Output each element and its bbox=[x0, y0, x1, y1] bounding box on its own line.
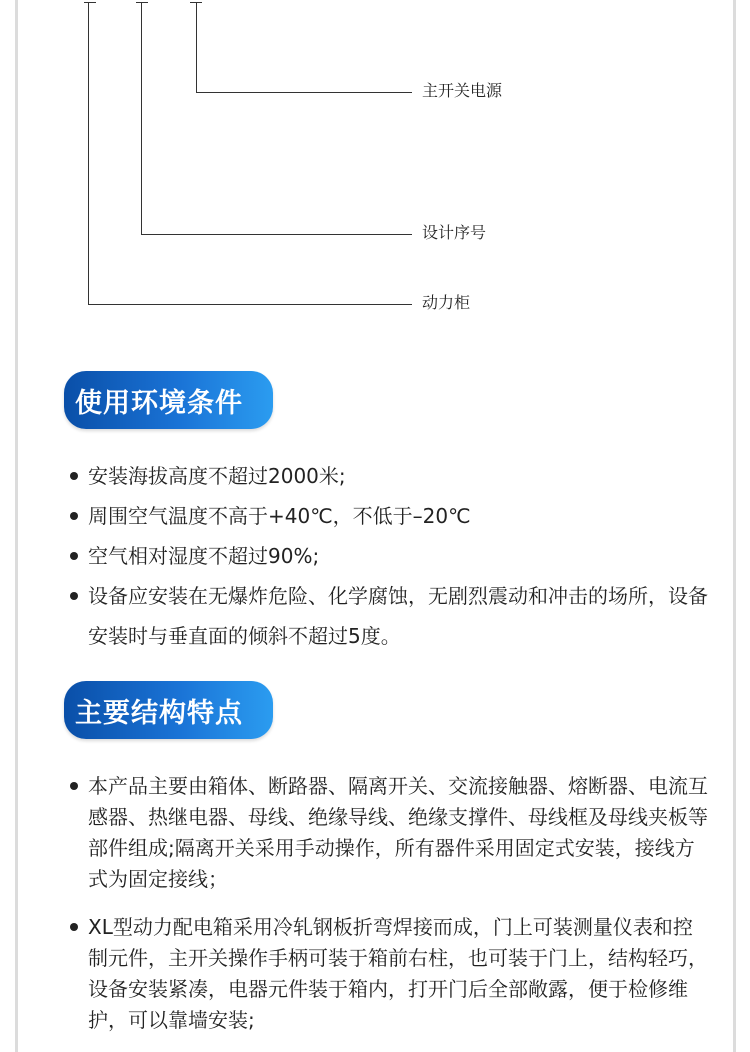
leader-vertical-main-switch bbox=[196, 2, 197, 92]
label-power-cabinet: 动力柜 bbox=[422, 293, 471, 312]
diagram-tick-2 bbox=[136, 2, 148, 3]
leader-vertical-design-no bbox=[141, 2, 142, 234]
list-item bbox=[70, 536, 710, 576]
list-item-text: 周围空气温度不高于+40℃，不低于–20℃ bbox=[88, 504, 471, 528]
list-item-text: 空气相对湿度不超过90%; bbox=[88, 544, 320, 568]
leader-horizontal-design-no bbox=[141, 234, 412, 235]
label-design-no: 设计序号 bbox=[422, 223, 487, 242]
list-item bbox=[70, 576, 710, 656]
list-item-text: 设备应安装在无爆炸危险、化学腐蚀，无剧烈震动和冲击的场所，设备安装时与垂直面的倾斜不超过5度。 bbox=[88, 584, 708, 648]
list-item-text: XL型动力配电箱采用冷轧钢板折弯焊接而成，门上可装测量仪表和控制元件，主开关操作手柄可装于箱前右柱，也可装于门上，结构轻巧，设备安装紧凑，电器元件装于箱内，打开门后全部敞露，便于检修维护，可以靠墙安装; bbox=[88, 915, 708, 1032]
list-item bbox=[70, 912, 710, 1036]
designation-diagram bbox=[0, 0, 750, 330]
bullet-icon bbox=[70, 592, 78, 600]
list-item-text: 安装海拔高度不超过2000米; bbox=[88, 464, 346, 488]
leader-vertical-power-cabinet bbox=[88, 2, 89, 304]
section-title-environment: 使用环境条件 bbox=[64, 371, 273, 429]
list-item-text: 本产品主要由箱体、断路器、隔离开关、交流接触器、熔断器、电流互感器、热继电器、母线、绝缘导线、绝缘支撑件、母线框及母线夹板等部件组成;隔离开关采用手动操作，所有器件采用固定式安装，接线方式为固定接线； bbox=[88, 774, 708, 891]
diagram-tick-1 bbox=[84, 2, 96, 3]
bullet-icon bbox=[70, 923, 78, 931]
bullet-icon bbox=[70, 782, 78, 790]
list-item bbox=[70, 456, 710, 496]
bullet-icon bbox=[70, 552, 78, 560]
structure-list bbox=[70, 771, 710, 1036]
label-main-switch: 主开关电源 bbox=[422, 81, 503, 100]
section-title-structure: 主要结构特点 bbox=[64, 681, 273, 739]
leader-horizontal-power-cabinet bbox=[88, 304, 412, 305]
bullet-icon bbox=[70, 472, 78, 480]
list-item bbox=[70, 496, 710, 536]
list-item bbox=[70, 771, 710, 895]
leader-horizontal-main-switch bbox=[196, 92, 412, 93]
bullet-icon bbox=[70, 512, 78, 520]
environment-list bbox=[70, 456, 710, 656]
